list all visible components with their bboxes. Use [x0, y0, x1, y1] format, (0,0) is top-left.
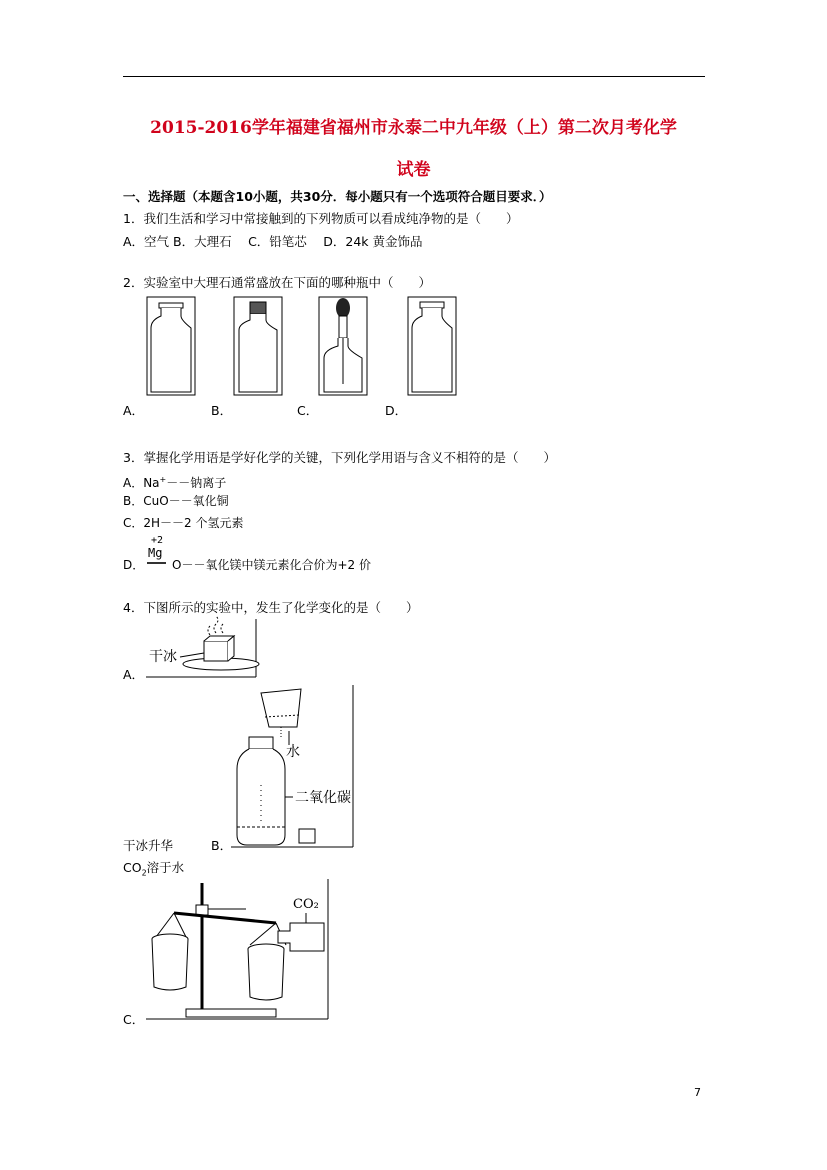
q4-label-a: A．	[123, 667, 145, 682]
valence-sup: +2	[151, 535, 164, 546]
q4-caption-b-sub: 2	[141, 868, 147, 878]
q3-option-a-charge: +	[159, 475, 167, 484]
q2-label-b: B．	[211, 403, 233, 418]
water-label: 水	[286, 744, 300, 760]
page-number: 7	[694, 1086, 701, 1099]
q1-options: A．空气 B．大理石 C．铅笔芯 D．24k 黄金饰品	[123, 234, 423, 249]
q2-label-d: D．	[385, 403, 408, 418]
q2-label-a: A．	[123, 403, 145, 418]
q3-option-a-meaning: －－钠离子	[166, 476, 227, 490]
q3-option-a	[123, 472, 226, 491]
q3-option-a-prefix: A．Na	[123, 476, 160, 490]
q3-option-b: B．CuO－－氧化铜	[123, 494, 229, 508]
q4-label-b: B．	[211, 838, 233, 853]
section1-heading: 一、选择题（本题含10小题，共30分．每小题只有一个选项符合题目要求．）	[123, 189, 552, 204]
q4-label-c: C．	[123, 1012, 145, 1027]
valence-notation	[147, 535, 167, 567]
q3-option-c: C．2H－－2 个氢元素	[123, 516, 244, 530]
dry-ice-label: 干冰	[149, 649, 177, 665]
co2-dissolve-figure	[231, 685, 356, 849]
q1-stem: 1．我们生活和学习中常接触到的下列物质可以看成纯净物的是（ ）	[123, 211, 519, 226]
valence-underline	[147, 562, 166, 564]
bottle-a-figure	[146, 296, 196, 396]
bottle-d-figure	[407, 296, 457, 396]
q4-stem: 4．下图所示的实验中，发生了化学变化的是（ ）	[123, 600, 419, 615]
q4-caption-a: 干冰升华	[123, 838, 174, 853]
q3-stem: 3．掌握化学用语是学好化学的关键，下列化学用语与含义不相符的是（ ）	[123, 450, 556, 465]
q2-stem: 2．实验室中大理石通常盛放在下面的哪种瓶中（ ）	[123, 275, 431, 290]
q4-caption-b-co: CO	[123, 860, 142, 875]
paper-title-line1: 2015-2016学年福建省福州市永泰二中九年级（上）第二次月考化学	[150, 118, 677, 138]
bottle-c-dropper-figure	[318, 296, 368, 396]
bottle-b-figure	[233, 296, 283, 396]
q3-option-d-text: O－－氧化镁中镁元素化合价为+2 价	[172, 558, 371, 572]
q4-caption-b-text: 溶于水	[146, 860, 185, 875]
q2-label-c: C．	[297, 403, 319, 418]
co2-formula-label: CO₂	[293, 897, 319, 912]
header-rule	[123, 76, 705, 77]
co2-chinese-label: 二氧化碳	[295, 790, 351, 806]
valence-element: Mg	[148, 546, 163, 560]
paper-title-line2: 试卷	[396, 160, 431, 180]
q3-option-d-label: D．	[123, 558, 145, 572]
